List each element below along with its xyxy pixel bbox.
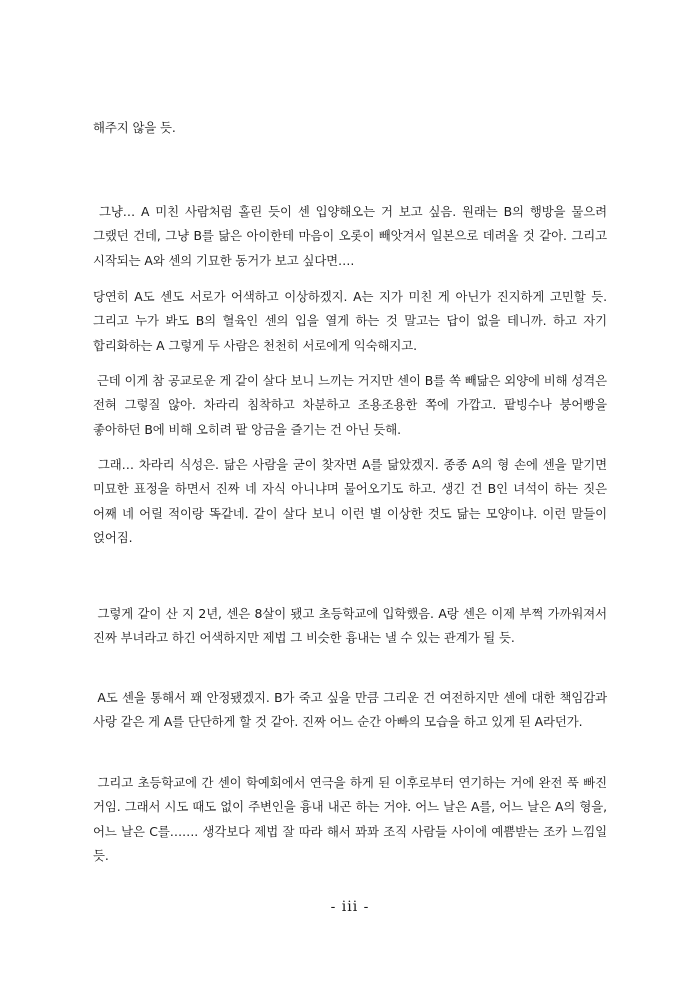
paragraph-7: A도 센을 통해서 꽤 안정됐겠지. B가 죽고 싶을 만큼 그리운 건 여전하지만 센에 대한 책임감과 사랑 같은 게 A를 단단하게 할 것 같아. 진짜 어느 순간 아빠의 모습을 하고 있게 된 A라던가.	[93, 690, 611, 730]
paragraph-8: 그리고 초등학교에 간 센이 학예회에서 연극을 하게 된 이후로부터 연기하는 거에 완전 푹 빠진 거임. 그래서 시도 때도 없이 주변인을 흉내 내곤 하는 거야. 어느 날은 A를, 어느 날은 A의 형을, 어느 날은 C를……. 생각보다 제법 잘 따라 해서 꽈꽈 조직 사람들 사이에 예쁨받는 조카 느낌일 듯.	[93, 775, 611, 863]
paragraph-6: 그렇게 같이 산 지 2년, 센은 8살이 됐고 초등학교에 입학했음. A랑 센은 이제 부쩍 가까워져서 진짜 부녀라고 하긴 어색하지만 제법 그 비슷한 흉내는 낼 수 있는 관계가 될 듯.	[93, 606, 611, 646]
paragraph-2: 그냥… A 미친 사람처럼 홀린 듯이 센 입양해오는 거 보고 싶음. 원래는 B의 행방을 물으려 그랬던 건데, 그냥 B를 닮은 아이한테 마음이 오롯이 빼앗겨서 일본으로 데려올 것 같아. 그리고 시작되는 A와 센의 기묘한 동거가 보고 싶다면….	[93, 204, 611, 268]
paragraph-4: 근데 이게 참 공교로운 게 같이 살다 보니 느끼는 거지만 센이 B를 쏙 빼닮은 외양에 비해 성격은 전혀 그렇질 않아. 차라리 침착하고 차분하고 조용조용한 쪽에 가깝고. 팥빙수나 붕어빵을 좋아하던 B에 비해 오히려 팥 앙금을 즐기는 건 아닌 듯해.	[93, 373, 611, 437]
paragraph-1: 해주지 않을 듯.	[93, 120, 176, 135]
paragraph-5: 그래… 차라리 식성은. 닮은 사람을 굳이 찾자면 A를 닮았겠지. 종종 A의 형 손에 센을 맡기면 미묘한 표정을 하면서 진짜 네 자식 아니냐며 물어오기도 하고. 생긴 건 B인 녀석이 하는 짓은 어째 네 어릴 적이랑 똑같네. 같이 살다 보니 이런 별 이상한 것도 닮는 모양이냐. 이런 말들이 얹어짐.	[93, 457, 611, 545]
paragraph-3: 당연히 A도 센도 서로가 어색하고 이상하겠지. A는 지가 미친 게 아닌가 진지하게 고민할 듯. 그리고 누가 봐도 B의 혈육인 센의 입을 열게 하는 것 말고는 답이 없을 테니까. 하고 자기 합리화하는 A 그렇게 두 사람은 천천히 서로에게 익숙해지고.	[93, 289, 611, 353]
page-number: - iii -	[330, 899, 370, 915]
